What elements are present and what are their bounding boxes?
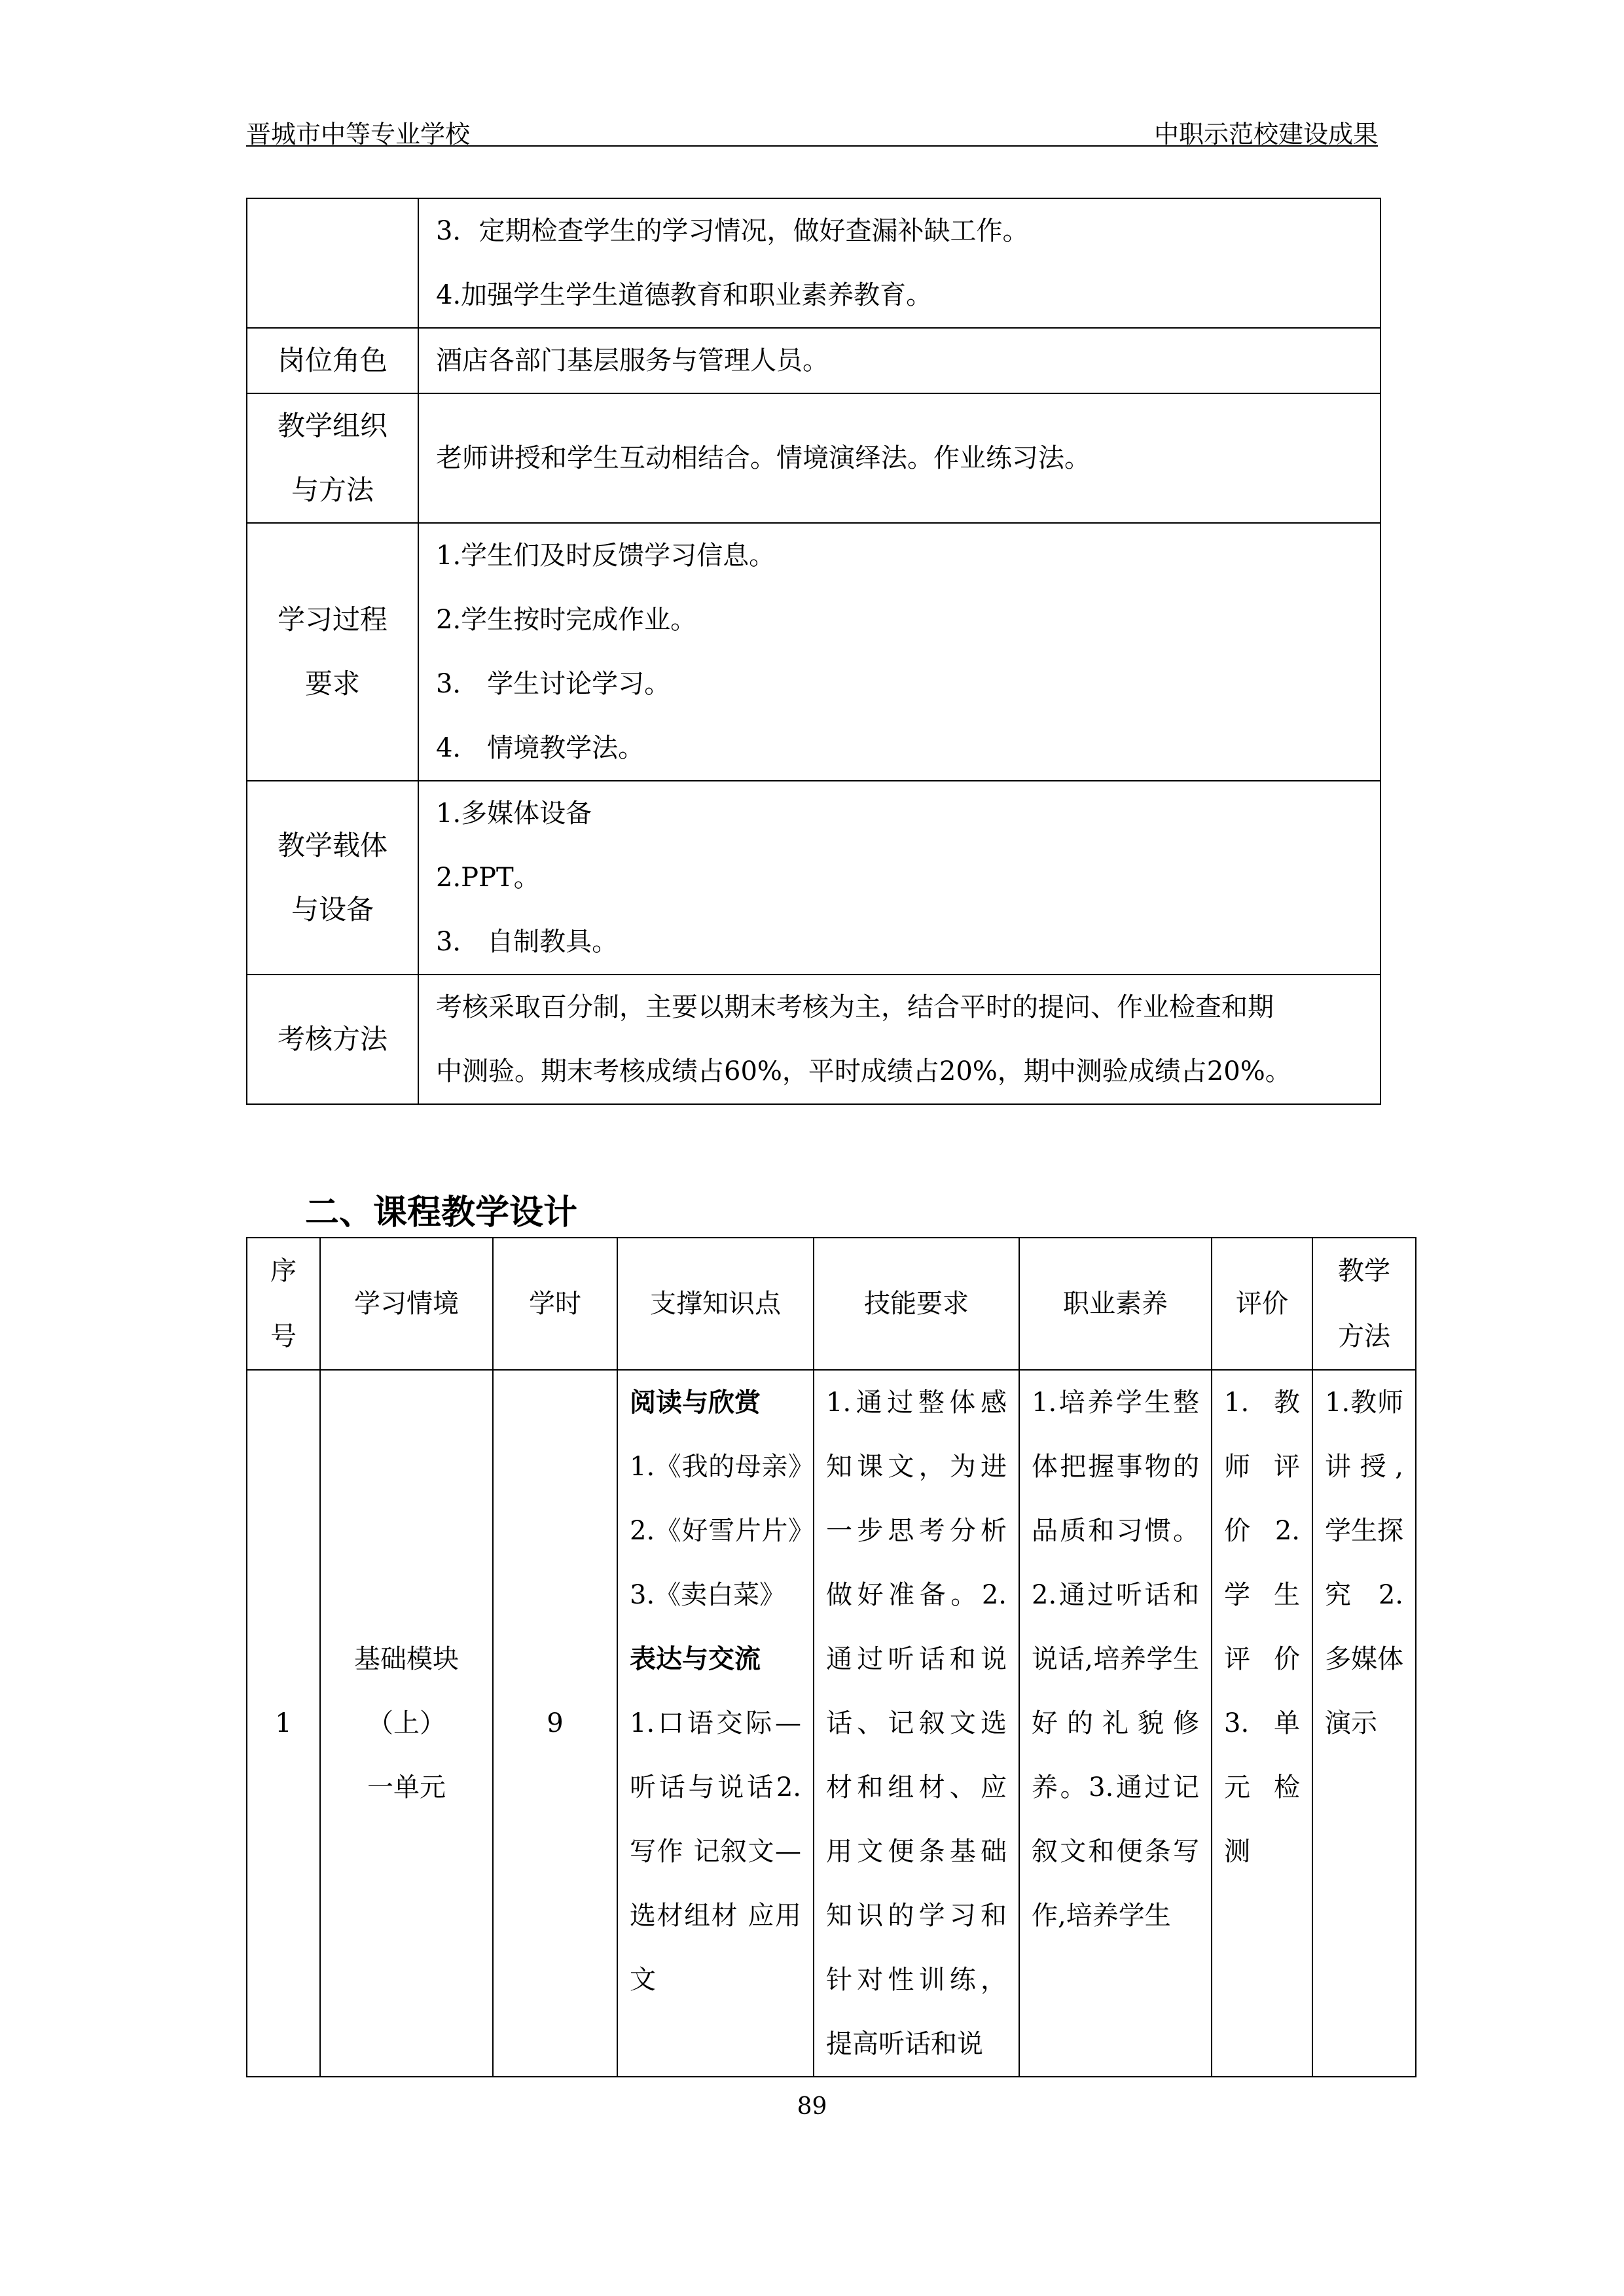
header-situation: 学习情境 xyxy=(320,1238,493,1370)
row-label: 岗位角色 xyxy=(247,328,418,393)
cell-knowledge: 阅读与欣赏 1.《我的母亲》2.《好雪片片》3.《卖白菜》 表达与交流 1.口语交际—听话与说话2.写作 记叙文—选材组材 应用文 xyxy=(617,1370,814,2077)
cell-skills: 1.通过整体感知课文，为进一步思考分析做好准备。2.通过听话和说话、记叙文选材和组材、应用文便条基础知识的学习和针对性训练，提高听话和说 xyxy=(814,1370,1019,2077)
row-label xyxy=(247,198,418,328)
row-label: 教学载体 与设备 xyxy=(247,781,418,975)
table-row xyxy=(247,1370,1416,2077)
cell-quality: 1.培养学生整体把握事物的品质和习惯。2.通过听话和说话,培养学生好的礼貌修养。3.通过记叙文和便条写作,培养学生 xyxy=(1019,1370,1212,2077)
header-school-name: 晋城市中等专业学校 xyxy=(246,120,471,149)
header-quality: 职业素养 xyxy=(1019,1238,1212,1370)
row-label: 教学组织 与方法 xyxy=(247,393,418,523)
section-title: 二、课程教学设计 xyxy=(305,1193,578,1232)
cell-method: 1.教师讲授,学生探究 2.多媒体演示 xyxy=(1312,1370,1416,2077)
table-row xyxy=(247,523,1380,781)
cell-evaluation: 1.教师评价 2.学生评价 3.单元检测 xyxy=(1212,1370,1312,2077)
header-hours: 学时 xyxy=(493,1238,617,1370)
header-evaluation: 评价 xyxy=(1212,1238,1312,1370)
table-row xyxy=(247,975,1380,1104)
cell-situation: 基础模块 （上） 一单元 xyxy=(320,1370,493,2077)
table-row xyxy=(247,328,1380,393)
header-title: 中职示范校建设成果 xyxy=(1153,120,1378,149)
header-skills: 技能要求 xyxy=(814,1238,1019,1370)
row-value: 3．定期检查学生的学习情况，做好查漏补缺工作。 4.加强学生学生道德教育和职业素养教育。 xyxy=(418,198,1380,328)
row-label: 学习过程 要求 xyxy=(247,523,418,781)
course-info-table xyxy=(246,198,1381,1105)
header-method: 教学 方法 xyxy=(1312,1238,1416,1370)
cell-seq: 1 xyxy=(247,1370,320,2077)
cell-hours: 9 xyxy=(493,1370,617,2077)
row-value: 考核采取百分制，主要以期末考核为主，结合平时的提问、作业检查和期 中测验。期末考核成绩占60%，平时成绩占20%，期中测验成绩占20%。 xyxy=(418,975,1380,1104)
header-knowledge: 支撑知识点 xyxy=(617,1238,814,1370)
row-value: 1.多媒体设备 2.PPT。 3． 自制教具。 xyxy=(418,781,1380,975)
course-design-table xyxy=(246,1237,1416,2077)
table-header-row xyxy=(247,1238,1416,1370)
page-header xyxy=(246,111,1378,147)
table-row xyxy=(247,393,1380,523)
row-label: 考核方法 xyxy=(247,975,418,1104)
row-value: 1.学生们及时反馈学习信息。 2.学生按时完成作业。 3． 学生讨论学习。 4． 情境教学法。 xyxy=(418,523,1380,781)
row-value: 老师讲授和学生互动相结合。情境演绎法。作业练习法。 xyxy=(418,393,1380,523)
page-number: 89 xyxy=(797,2093,827,2120)
header-seq: 序 号 xyxy=(247,1238,320,1370)
row-value: 酒店各部门基层服务与管理人员。 xyxy=(418,328,1380,393)
table-row xyxy=(247,781,1380,975)
table-row xyxy=(247,198,1380,328)
